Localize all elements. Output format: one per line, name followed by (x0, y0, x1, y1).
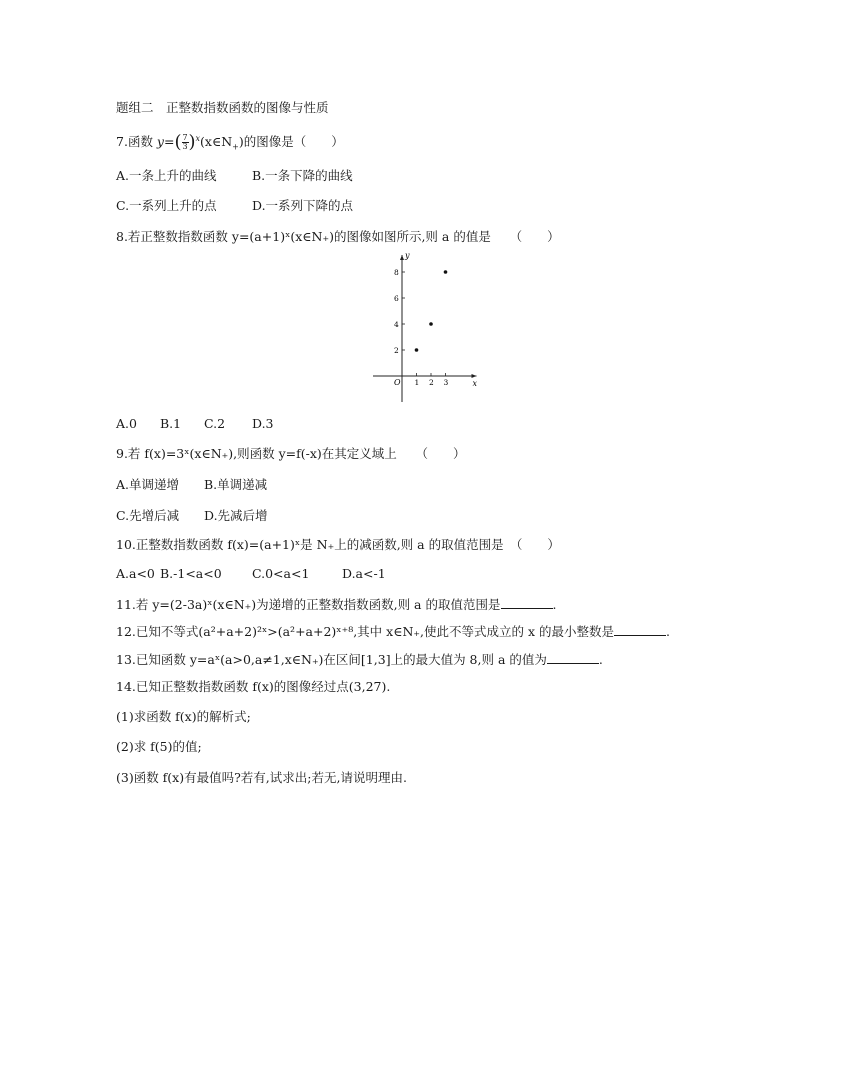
question-8: 8.若正整数指数函数 y=(a+1)ˣ(x∈N₊)的图像如图所示,则 a 的值是 （ ） (116, 229, 560, 244)
q12-stem: 12.已知不等式(a²+a+2)²ˣ>(a²+a+2)ˣ⁺⁸,其中 x∈N₊,使此不等式成立的 x 的最小整数是 (116, 624, 614, 639)
q11-period: . (552, 597, 557, 612)
q8-options (116, 416, 274, 432)
q7-tail: )的图像是（ ） (238, 134, 344, 149)
q9-option-c[interactable]: C.先增后减 (116, 508, 180, 523)
q8-plot-area (373, 251, 478, 402)
y-axis-label: y (405, 251, 410, 260)
q10-options (116, 566, 386, 582)
q8-option-a[interactable]: A.0 (116, 416, 137, 431)
y-tick-label: 8 (394, 268, 399, 277)
q7-eq: = (163, 134, 175, 149)
question-13 (116, 651, 603, 668)
data-point (415, 348, 419, 352)
origin-label: O (394, 378, 401, 387)
q8-option-d[interactable]: D.3 (252, 416, 274, 431)
q7-options-row1 (116, 168, 353, 184)
q7-option-c[interactable]: C.一系列上升的点 (116, 198, 217, 213)
q7-frac-num: 7 (182, 133, 188, 142)
y-tick-label: 4 (394, 320, 399, 329)
q9-option-a[interactable]: A.单调递增 (116, 477, 180, 492)
x-tick-label: 3 (443, 378, 449, 387)
question-9: 9.若 f(x)=3ˣ(x∈N₊),则函数 y=f(-x)在其定义域上 （ ） (116, 446, 466, 461)
q9-option-b[interactable]: B.单调递减 (204, 477, 268, 492)
q14-part-1: (1)求函数 f(x)的解析式; (116, 709, 251, 724)
q7-domain: (x∈N (200, 134, 233, 149)
q10-option-b[interactable]: B.-1<a<0 (160, 566, 222, 581)
q7-var-y: y (156, 134, 164, 149)
section-title: 题组二 正整数指数函数的图像与性质 (116, 100, 329, 115)
q13-answer-blank[interactable] (547, 651, 599, 664)
q7-fraction (182, 134, 189, 151)
q7-option-a[interactable]: A.一条上升的曲线 (116, 168, 217, 183)
q7-option-d[interactable]: D.一系列下降的点 (252, 198, 354, 213)
q9-option-d[interactable]: D.先减后增 (204, 508, 268, 523)
x-axis-label: x (472, 379, 478, 388)
q7-number: 7. (116, 134, 128, 149)
q12-answer-blank[interactable] (614, 623, 666, 636)
q7-frac-den: 3 (182, 142, 188, 151)
question-10: 10.正整数指数函数 f(x)=(a+1)ˣ是 N₊上的减函数,则 a 的取值范围是 （ ） (116, 537, 560, 552)
x-tick-label: 1 (414, 378, 420, 387)
q14-part-3: (3)函数 f(x)有最值吗?若有,试求出;若无,请说明理由. (116, 770, 407, 785)
data-point (444, 270, 448, 274)
q13-stem: 13.已知函数 y=aˣ(a>0,a≠1,x∈N₊)在区间[1,3]上的最大值为 8,则 a 的值为 (116, 652, 547, 667)
q8-option-c[interactable]: C.2 (204, 416, 226, 431)
y-axis-arrow (400, 255, 404, 260)
q12-period: . (665, 624, 670, 639)
q11-answer-blank[interactable] (501, 596, 553, 609)
q7-plus-sub: + (232, 142, 239, 152)
question-11 (116, 596, 556, 613)
q9-options-row2 (116, 508, 268, 524)
q8-option-b[interactable]: B.1 (160, 416, 182, 431)
q14-part-2: (2)求 f(5)的值; (116, 739, 202, 754)
q7-options-row2 (116, 198, 353, 214)
y-tick-label: 2 (394, 346, 399, 355)
q11-stem: 11.若 y=(2-3a)ˣ(x∈N₊)为递增的正整数指数函数,则 a 的取值范围是 (116, 597, 501, 612)
q13-period: . (598, 652, 603, 667)
q9-options-row1 (116, 477, 267, 493)
q7-exponent: x (195, 133, 201, 143)
q7-paren-open: ( (174, 131, 182, 153)
q10-option-a[interactable]: A.a<0 (116, 566, 155, 581)
q7-prefix: 函数 (127, 134, 157, 149)
question-12 (116, 623, 670, 640)
y-tick-label: 6 (394, 294, 399, 303)
question-7 (116, 131, 344, 153)
question-14: 14.已知正整数指数函数 f(x)的图像经过点(3,27). (116, 679, 391, 694)
x-tick-label: 2 (429, 378, 434, 387)
q10-option-c[interactable]: C.0<a<1 (252, 566, 310, 581)
q7-paren-close: ) (188, 131, 196, 153)
x-axis-arrow (472, 374, 477, 378)
q10-option-d[interactable]: D.a<-1 (342, 566, 386, 581)
data-point (429, 322, 433, 326)
q7-option-b[interactable]: B.一条下降的曲线 (252, 168, 353, 183)
q8-graph (374, 251, 484, 406)
